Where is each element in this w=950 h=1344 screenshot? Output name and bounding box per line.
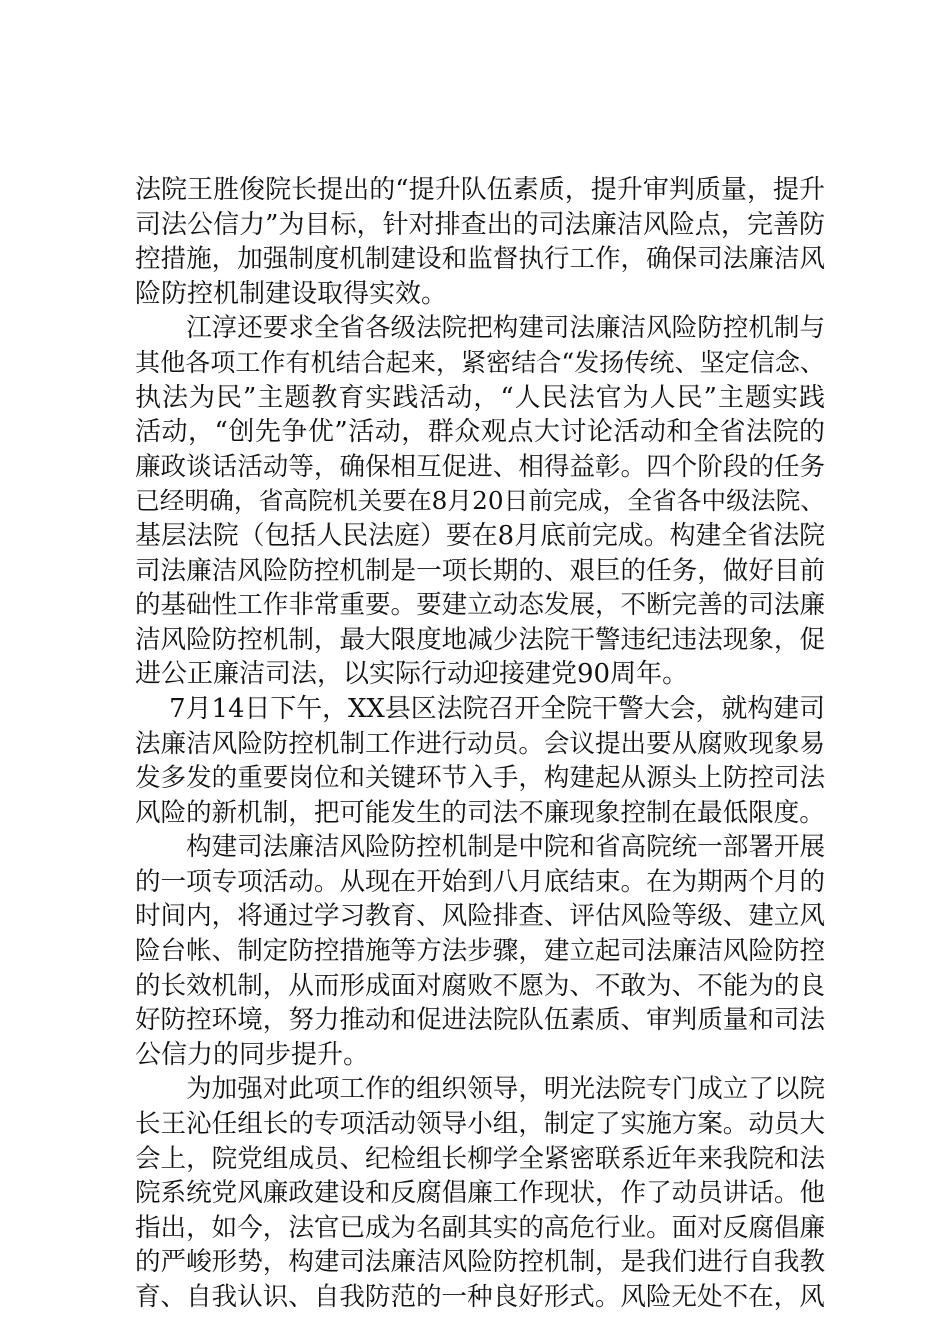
text-line: 指出，如今，法官已成为名副其实的高危行业。面对反腐倡廉 [135, 1212, 825, 1243]
text-line: 的一项专项活动。从现在开始到八月底结束。在为期两个月的 [135, 866, 825, 897]
text-line: 进公正廉洁司法，以实际行动迎接建党90周年。 [135, 659, 689, 690]
text-line: 会上，院党组成员、纪检组长柳学全紧密联系近年来我院和法 [135, 1143, 825, 1174]
text-line: 的严峻形势，构建司法廉洁风险防控机制，是我们进行自我教 [135, 1247, 825, 1278]
text-line: 执法为民”主题教育实践活动，“人民法官为人民”主题实践 [135, 382, 825, 413]
text-line: 已经明确，省高院机关要在8月20日前完成，全省各中级法院、 [135, 486, 825, 516]
text-line: 时间内，将通过学习教育、风险排查、评估风险等级、建立风 [135, 901, 825, 932]
text-line: 司法廉洁风险防控机制是一项长期的、艰巨的任务，做好目前 [135, 555, 825, 586]
text-line: 育、自我认识、自我防范的一种良好形式。风险无处不在，风 [135, 1282, 825, 1312]
text-line: 法廉洁风险防控机制工作进行动员。会议提出要从腐败现象易 [135, 728, 825, 759]
paragraph [135, 173, 825, 311]
text-line: 司法公信力”为目标，针对排查出的司法廉洁风险点，完善防 [135, 209, 825, 240]
paragraph [135, 830, 825, 1072]
text-line: 风险的新机制，把可能发生的司法不廉现象控制在最低限度。 [135, 797, 825, 828]
text-line: 构建司法廉洁风险防控机制是中院和省高院统一部署开展 [135, 832, 825, 863]
text-line: 好防控环境，努力推动和促进法院队伍素质、审判质量和司法 [135, 1005, 825, 1036]
text-line: 为加强对此项工作的组织领导，明光法院专门成立了以院 [135, 1074, 825, 1105]
text-line: 廉政谈话活动等，确保相互促进、相得益彰。四个阶段的任务 [135, 451, 825, 482]
text-line: 险防控机制建设取得实效。 [135, 278, 448, 309]
text-line: 的长效机制，从而形成面对腐败不愿为、不敢为、不能为的良 [135, 970, 825, 1001]
paragraph [135, 692, 825, 830]
text-line: 公信力的同步提升。 [135, 1039, 370, 1070]
text-line: 险台帐、制定防控措施等方法步骤，建立起司法廉洁风险防控 [135, 936, 825, 967]
text-line: 的基础性工作非常重要。要建立动态发展，不断完善的司法廉 [135, 590, 825, 621]
paragraph [135, 1072, 825, 1314]
text-line: 洁风险防控机制，最大限度地减少法院干警违纪违法现象，促 [135, 624, 825, 655]
text-line: 发多发的重要岗位和关键环节入手，构建起从源头上防控司法 [135, 763, 825, 794]
text-line: 基层法院（包括人民法庭）要在8月底前完成。构建全省法院 [135, 520, 825, 551]
text-line: 其他各项工作有机结合起来，紧密结合“发扬传统、坚定信念、 [135, 347, 825, 377]
text-line: 长王沁任组长的专项活动领导小组，制定了实施方案。动员大 [135, 1109, 825, 1140]
text-line: 活动，“创先争优”活动，群众观点大讨论活动和全省法院的 [135, 417, 825, 448]
text-line: 院系统党风廉政建设和反腐倡廉工作现状，作了动员讲话。他 [135, 1178, 825, 1209]
text-line: 江淳还要求全省各级法院把构建司法廉洁风险防控机制与 [135, 313, 825, 344]
text-line: 法院王胜俊院长提出的“提升队伍素质，提升审判质量，提升 [135, 175, 825, 205]
document-body [135, 173, 825, 1315]
text-line: 7月14日下午，XX县区法院召开全院干警大会，就构建司 [135, 693, 825, 724]
text-line: 控措施，加强制度机制建设和监督执行工作，确保司法廉洁风 [135, 244, 825, 275]
paragraph [135, 311, 825, 692]
